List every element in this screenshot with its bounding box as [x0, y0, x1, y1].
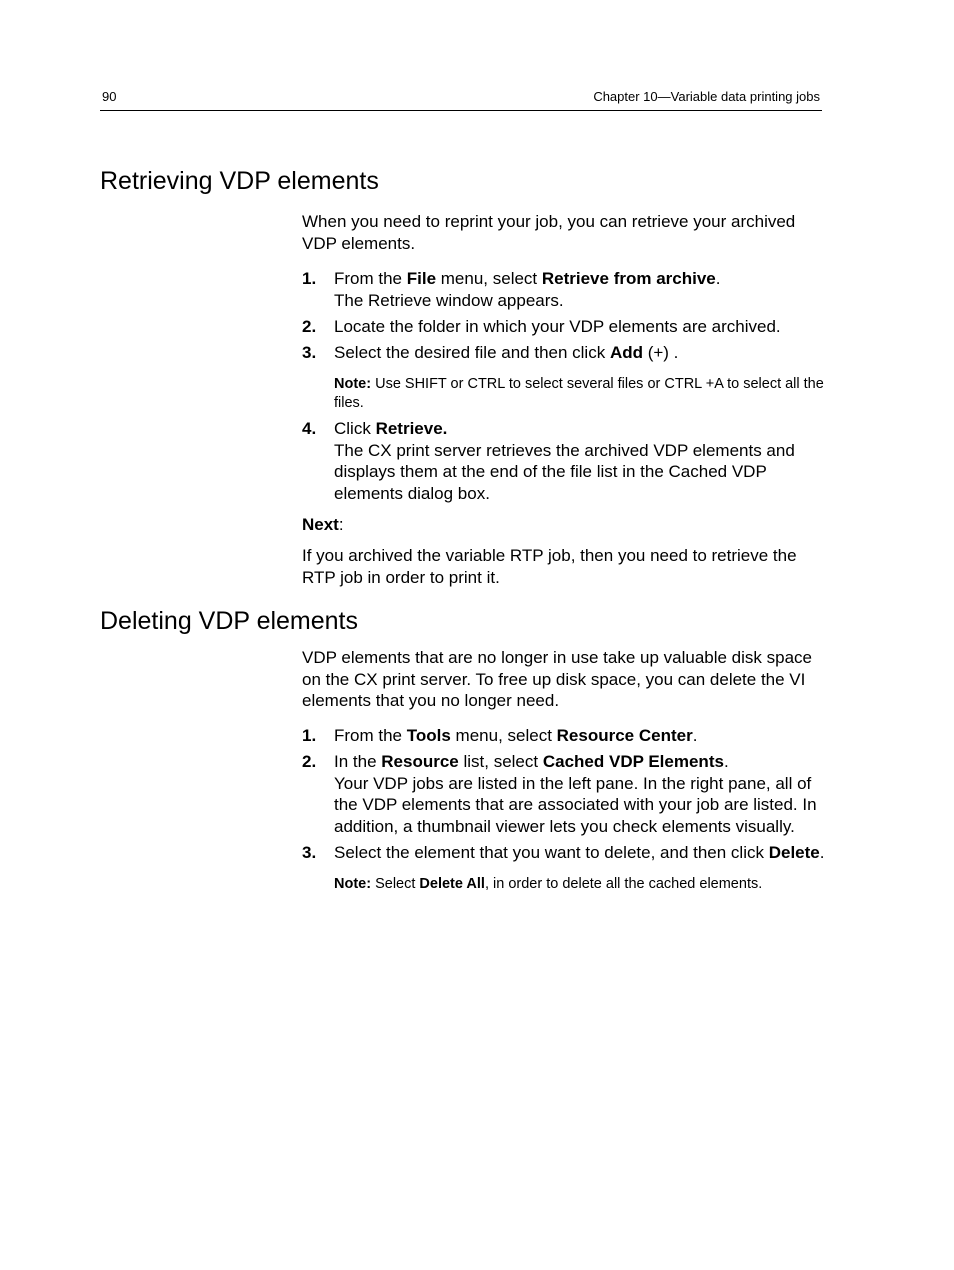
intro-paragraph: When you need to reprint your job, you can retrieve your archived VDP elements.: [302, 212, 796, 253]
button-name: Retrieve.: [375, 419, 448, 438]
step-text-part: .: [692, 726, 698, 745]
next-block: [302, 514, 827, 536]
page-header: [100, 88, 822, 111]
note-text-part: Select: [371, 876, 420, 892]
step-1: [302, 725, 827, 747]
step-text: Locate the folder in which your VDP elements are archived.: [334, 316, 781, 336]
step-2: [302, 751, 827, 837]
section1-intro: [302, 211, 827, 254]
step-text-part: Select the element that you want to delete, and then click: [334, 842, 769, 862]
note-label: Note:: [334, 876, 372, 892]
step-result: The CX print server retrieves the archived VDP elements and displays them at the end of the file list in the Cached VDP elements dialog box.: [334, 440, 795, 503]
item-name: Cached VDP Elements: [542, 752, 724, 771]
step-number: 2.: [302, 752, 317, 771]
step-text-part: From the: [334, 269, 407, 288]
section-heading-retrieving: Retrieving VDP elements: [100, 167, 379, 195]
step-text: [334, 751, 827, 773]
step-text-part: menu, select: [450, 726, 557, 745]
step-text-part: (+) .: [642, 342, 679, 362]
command-name: Resource Center: [556, 726, 693, 745]
next-paragraph: If you archived the variable RTP job, then you need to retrieve the RTP job in order to print it.: [302, 546, 797, 587]
step-text-part: .: [723, 752, 729, 771]
step-text-part: In the: [334, 752, 382, 771]
next-colon: :: [338, 515, 344, 534]
step-text-part: Select the desired file and then click: [334, 342, 610, 362]
note-text-part: , in order to delete all the cached elements.: [484, 876, 763, 892]
step-text: [334, 268, 827, 290]
note-text: Use SHIFT or CTRL to select several files or CTRL +A to select all the files.: [334, 376, 824, 411]
step-number: 1.: [302, 269, 317, 288]
step-text-part: list, select: [458, 752, 543, 771]
step-3: [302, 842, 827, 864]
step-2: [302, 316, 827, 338]
step-text: [334, 342, 827, 364]
step-text-part: menu, select: [436, 269, 542, 288]
step-number: 4.: [302, 419, 317, 438]
note: [302, 375, 827, 412]
step-text: [334, 842, 827, 864]
step-result: The Retrieve window appears.: [334, 290, 564, 310]
section1-steps: [302, 268, 827, 509]
list-name: Resource: [381, 752, 459, 771]
next-label: Next: [302, 515, 339, 534]
step-text-part: From the: [334, 726, 407, 745]
step-text: [334, 725, 827, 747]
section2-steps: [302, 725, 827, 900]
step-number: 2.: [302, 316, 317, 336]
button-name: Add: [609, 342, 643, 362]
step-number: 3.: [302, 842, 317, 862]
command-name: Retrieve from archive: [541, 269, 716, 288]
section-heading-deleting: Deleting VDP elements: [100, 607, 359, 635]
chapter-title: Chapter 10—Variable data printing jobs: [593, 89, 820, 104]
next-label-line: [302, 514, 827, 536]
button-name: Delete All: [419, 876, 485, 892]
note-label: Note:: [334, 376, 372, 392]
step-text-part: .: [715, 269, 721, 288]
step-1: [302, 268, 827, 311]
step-3: [302, 342, 827, 364]
intro-paragraph: VDP elements that are no longer in use take up valuable disk space on the CX print server. To free up disk space, you can delete the VI elements that you no longer need.: [302, 648, 812, 710]
next-paragraph-block: [302, 545, 827, 588]
step-4: [302, 418, 827, 504]
note: [302, 875, 827, 894]
section2-intro: [302, 647, 827, 712]
step-number: 1.: [302, 726, 317, 745]
menu-name: File: [406, 269, 437, 288]
page-number: 90: [102, 89, 117, 104]
step-text-part: .: [819, 842, 825, 862]
step-text: [334, 418, 827, 440]
button-name: Delete: [768, 842, 820, 862]
step-result: Your VDP jobs are listed in the left pane. In the right pane, all of the VDP elements that are associated with your job are listed. In addition, a thumbnail viewer lets you check elements visually.: [334, 773, 817, 836]
step-text-part: Click: [334, 419, 376, 438]
step-number: 3.: [302, 342, 317, 362]
menu-name: Tools: [406, 726, 451, 745]
